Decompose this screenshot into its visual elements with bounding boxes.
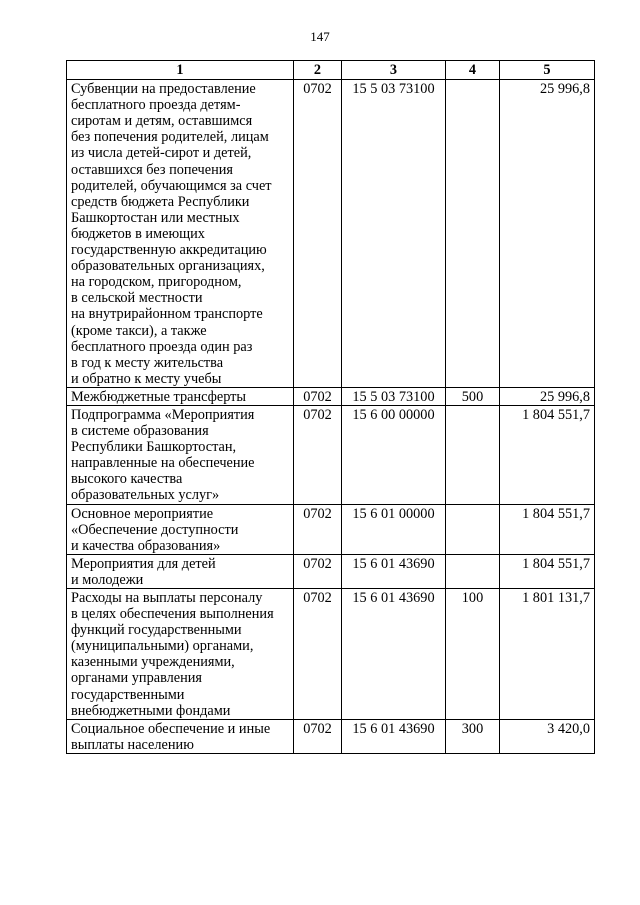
row-name-cell: Межбюджетные трансферты (67, 387, 294, 405)
column-header-target: 3 (342, 61, 446, 80)
row-amount-cell: 3 420,0 (500, 719, 595, 753)
row-kind-cell (446, 554, 500, 588)
row-section-cell: 0702 (294, 719, 342, 753)
table-header-row (67, 61, 595, 80)
row-name-cell: Субвенции на предоставление бесплатного проезда детям- сиротам и детям, оставшимся без попечения родителей, лицам из числа детей-сирот и детей, оставшихся без попечения родителей, обучающимся за счет средств бюджета Республики Башкортостан или местных бюджетов в имеющих государственную аккредитацию образовательных организациях, на городском, пригородном, в сельской местности на внутрирайонном транспорте (кроме такси), а также бесплатного проезда один раз в год к месту жительства и обратно к месту учебы (67, 80, 294, 388)
row-name-cell: Мероприятия для детей и молодежи (67, 554, 294, 588)
column-header-section: 2 (294, 61, 342, 80)
row-target-cell: 15 6 00 00000 (342, 405, 446, 504)
row-amount-cell: 1 804 551,7 (500, 554, 595, 588)
table-row (67, 80, 595, 388)
row-amount-cell: 1 804 551,7 (500, 504, 595, 554)
row-target-cell: 15 6 01 00000 (342, 504, 446, 554)
row-amount-cell: 25 996,8 (500, 387, 595, 405)
row-name-cell: Социальное обеспечение и иные выплаты населению (67, 719, 294, 753)
row-target-cell: 15 6 01 43690 (342, 719, 446, 753)
row-name-cell: Подпрограмма «Мероприятия в системе образования Республики Башкортостан, направленные на обеспечение высокого качества образовательных услуг» (67, 405, 294, 504)
row-kind-cell: 500 (446, 387, 500, 405)
table-row (67, 589, 595, 720)
row-section-cell: 0702 (294, 504, 342, 554)
column-header-amount: 5 (500, 61, 595, 80)
row-name-cell: Основное мероприятие «Обеспечение доступности и качества образования» (67, 504, 294, 554)
row-section-cell: 0702 (294, 405, 342, 504)
row-amount-cell: 1 804 551,7 (500, 405, 595, 504)
row-kind-cell: 300 (446, 719, 500, 753)
row-section-cell: 0702 (294, 387, 342, 405)
table-row (67, 405, 595, 504)
row-section-cell: 0702 (294, 589, 342, 720)
row-target-cell: 15 5 03 73100 (342, 387, 446, 405)
row-kind-cell (446, 405, 500, 504)
row-amount-cell: 1 801 131,7 (500, 589, 595, 720)
row-section-cell: 0702 (294, 554, 342, 588)
row-target-cell: 15 5 03 73100 (342, 80, 446, 388)
column-header-kind: 4 (446, 61, 500, 80)
table-row (67, 719, 595, 753)
row-section-cell: 0702 (294, 80, 342, 388)
table-row (67, 387, 595, 405)
row-name-cell: Расходы на выплаты персоналу в целях обеспечения выполнения функций государственными (муниципальными) органами, казенными учреждениями, органами управления государственными внебюджетными фондами (67, 589, 294, 720)
row-kind-cell (446, 504, 500, 554)
table-row (67, 504, 595, 554)
column-header-name: 1 (67, 61, 294, 80)
row-target-cell: 15 6 01 43690 (342, 589, 446, 720)
row-amount-cell: 25 996,8 (500, 80, 595, 388)
row-kind-cell (446, 80, 500, 388)
budget-table (66, 60, 595, 754)
row-target-cell: 15 6 01 43690 (342, 554, 446, 588)
page-number: 147 (310, 29, 330, 44)
row-kind-cell: 100 (446, 589, 500, 720)
table-row (67, 554, 595, 588)
